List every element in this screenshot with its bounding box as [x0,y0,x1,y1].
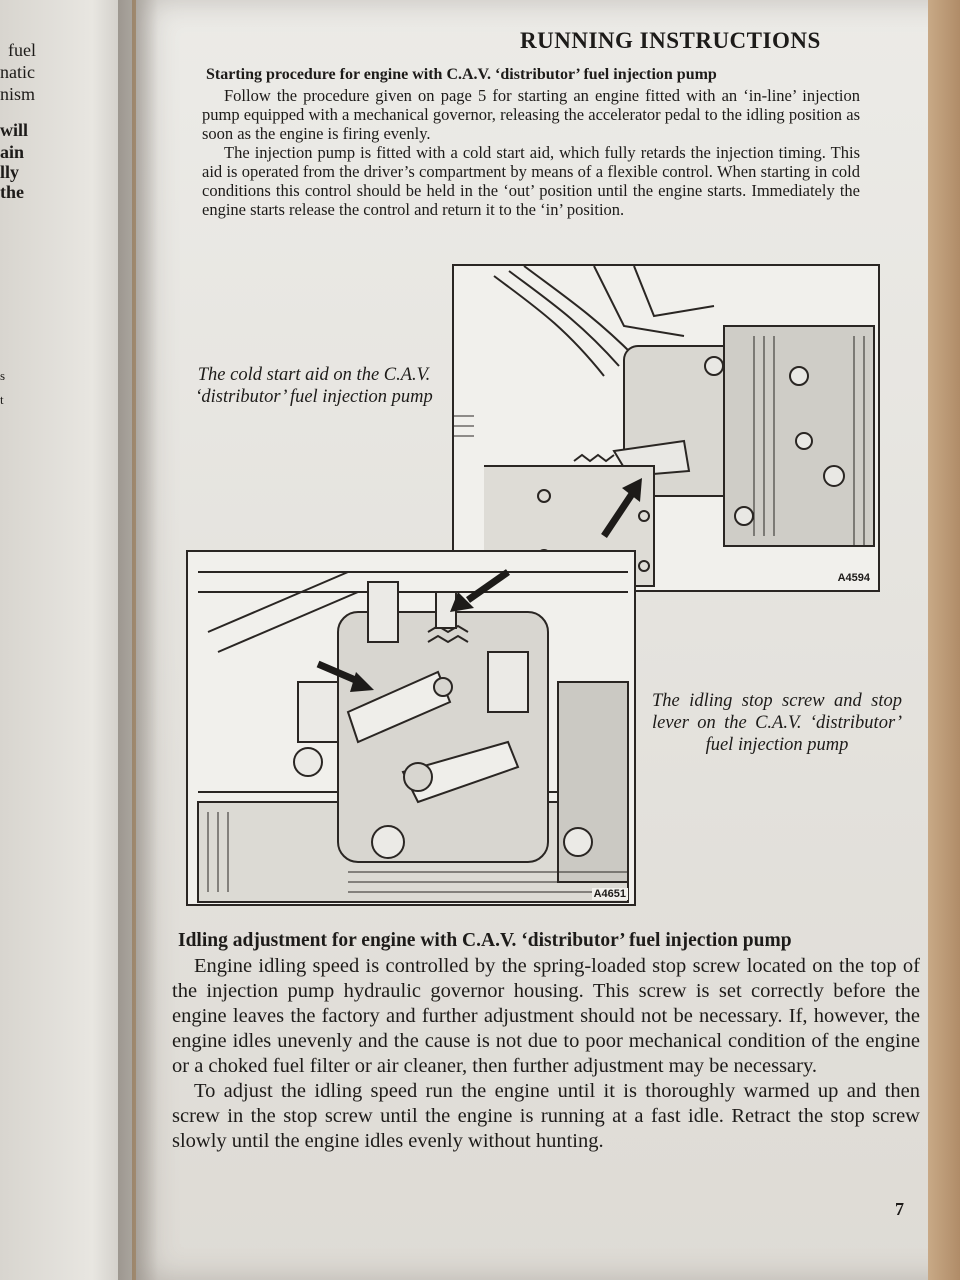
left-fragment: s [0,368,6,383]
figure-caption-idling-stop: The idling stop screw and stop lever on the C.A.V. ‘distributor’ fuel injection pump [652,691,902,755]
paragraph: The injection pump is fitted with a cold start aid, which fully retards the injection timing. This aid is operated from the driver’s compartment by means of a flexible control. When starting in cold conditions this control should be held in the ‘out’ position until the engine starts. Immediately the engine starts release the control and return it to the ‘in’ position. [202,143,860,219]
figure-code: A4651 [593,888,626,900]
paragraph: Engine idling speed is controlled by the spring-loaded stop screw located on the top of the injection pump hydraulic governor housing. This screw is set correctly before the engine leaves the factory and further adjustment should not be necessary. If, however, the engine idles unevenly and the cause is not due to poor mechanical condition of the engine or a choked fuel filter or air cleaner, then further adjustment may be necessary. [172,955,920,1077]
paragraph: Follow the procedure given on page 5 for starting an engine fitted with an ‘in-line’ injection pump equipped with a mechanical governor, releasing the accelerator pedal to the idling position as soon as the engine is firing evenly. [202,86,860,143]
left-fragment: the [0,182,24,202]
left-fragment: ain [0,142,25,162]
left-fragment: t [0,392,4,407]
section-body-starting [202,86,860,219]
left-fragment: natic [0,62,35,82]
table-surface [928,0,960,1280]
section-heading-starting: Starting procedure for engine with C.A.V. ‘distributor’ fuel injection pump [206,66,717,83]
paragraph: To adjust the idling speed run the engine until it is thoroughly warmed up and then screw in the stop screw until the engine is running at a fast idle. Retract the stop screw slowly until the engine idles evenly without hunting. [172,1080,920,1152]
left-page-edge [0,0,132,1280]
page-number: 7 [895,1199,904,1219]
page-gutter-shadow [118,0,158,1280]
running-title: RUNNING INSTRUCTIONS [520,28,821,53]
figure-caption-cold-start: The cold start aid on the C.A.V. ‘distributor’ fuel injection pump [195,365,433,407]
figure-code: A4594 [837,572,870,584]
engine-illustration-2 [188,552,634,904]
figure-idling-stop-screw [186,550,636,906]
left-fragment: lly [0,162,20,182]
section-body-idling [172,954,920,1154]
figure-cold-start-aid [452,264,880,592]
left-fragment: nism [0,84,36,104]
left-fragment: will [0,120,29,140]
engine-illustration-1 [454,266,878,590]
section-heading-idling: Idling adjustment for engine with C.A.V. ‘distributor’ fuel injection pump [178,930,792,951]
left-fragment: fuel [8,40,36,60]
